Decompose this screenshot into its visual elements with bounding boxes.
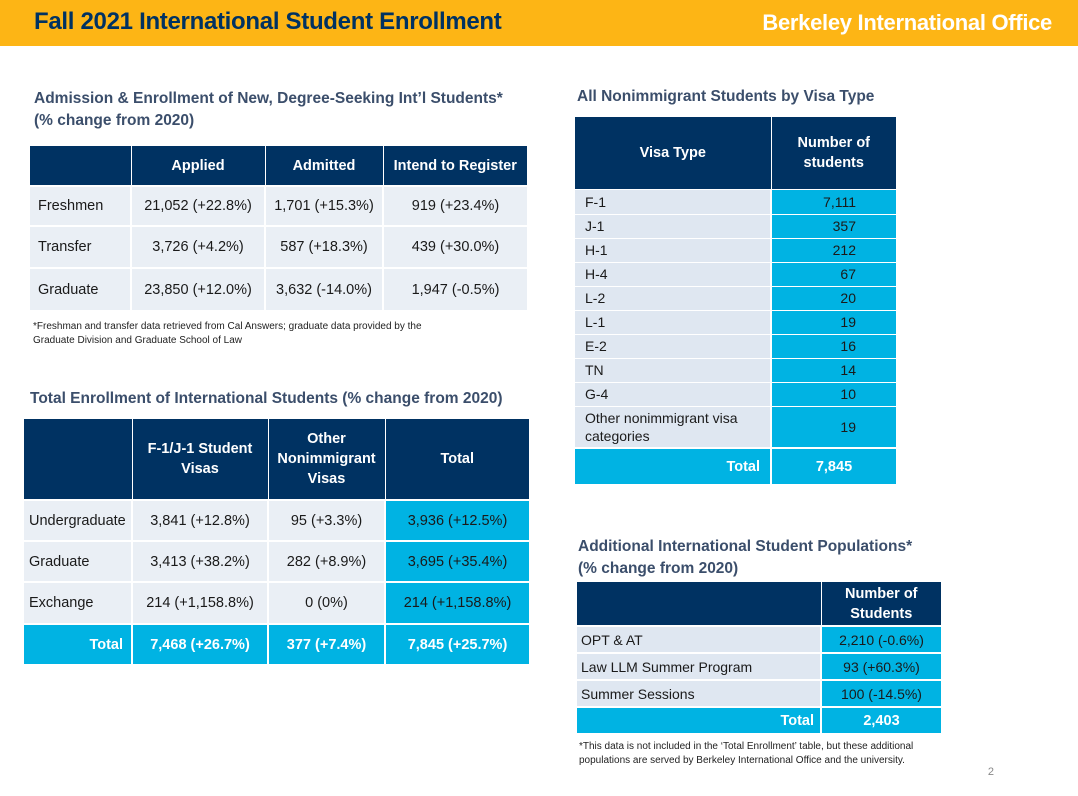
additional-section-title — [578, 536, 912, 580]
cell-intend: 1,947 (-0.5%) — [383, 268, 527, 310]
visa-col-type: Visa Type — [575, 117, 771, 189]
population-label: Law LLM Summer Program — [577, 653, 821, 680]
col-other-line2: Nonimmigrant — [277, 451, 376, 467]
col-f1j1-line2: Visas — [181, 461, 219, 477]
cell-intend: 919 (+23.4%) — [383, 186, 527, 226]
additional-header-row — [577, 582, 941, 626]
visa-count: 19 — [771, 310, 896, 334]
visa-other-line2: categories — [585, 427, 650, 444]
table-row — [575, 262, 896, 286]
additional-title-line2: (% change from 2020) — [578, 560, 739, 577]
table-row — [575, 189, 896, 214]
admission-note-line1: *Freshman and transfer data retrieved from Cal Answers; graduate data provided by the — [33, 321, 422, 332]
visa-count: 19 — [771, 406, 896, 448]
admission-title-line2: (% change from 2020) — [34, 112, 195, 129]
cell-total: 214 (+1,158.8%) — [385, 582, 529, 624]
visa-label: E-2 — [575, 334, 771, 358]
cell-f1j1: 3,841 (+12.8%) — [132, 500, 268, 541]
population-count: 2,210 (-0.6%) — [821, 626, 941, 653]
enrollment-col-total: Total — [385, 419, 529, 500]
visa-label: F-1 — [575, 189, 771, 214]
cell-admitted: 1,701 (+15.3%) — [265, 186, 383, 226]
enrollment-header-row — [24, 419, 529, 500]
visa-label: L-2 — [575, 286, 771, 310]
visa-label: H-1 — [575, 238, 771, 262]
enrollment-total-row — [24, 624, 529, 664]
table-row — [575, 406, 896, 448]
visa-col-number-line2: students — [803, 154, 864, 171]
admission-col-blank — [30, 145, 131, 186]
row-label: Exchange — [24, 582, 132, 624]
table-row — [577, 653, 941, 680]
admission-header-row — [30, 145, 527, 186]
visa-total-value: 7,845 — [771, 448, 896, 484]
visa-label: TN — [575, 358, 771, 382]
enrollment-col-other — [268, 419, 385, 500]
additional-note-line1: *This data is not included in the ‘Total Enrollment’ table, but these additional — [579, 741, 914, 752]
visa-header-row — [575, 117, 896, 189]
additional-col-number — [821, 582, 941, 626]
visa-label: J-1 — [575, 214, 771, 238]
additional-col-number-line2: Students — [850, 605, 913, 622]
col-other-line3: Visas — [307, 471, 346, 487]
table-row — [575, 310, 896, 334]
row-label: Freshmen — [30, 186, 131, 226]
admission-col-intend: Intend to Register — [383, 145, 527, 186]
total-other: 377 (+7.4%) — [268, 624, 385, 664]
additional-footnote — [579, 740, 913, 768]
cell-other: 282 (+8.9%) — [268, 541, 385, 582]
row-label: Graduate — [24, 541, 132, 582]
cell-admitted: 587 (+18.3%) — [265, 226, 383, 268]
table-row — [30, 268, 527, 310]
additional-total-row — [577, 707, 941, 733]
visa-table — [575, 117, 896, 484]
cell-applied: 3,726 (+4.2%) — [131, 226, 265, 268]
visa-count: 212 — [771, 238, 896, 262]
visa-label: H-4 — [575, 262, 771, 286]
visa-other-line1: Other nonimmigrant visa — [585, 409, 738, 426]
visa-total-row — [575, 448, 896, 484]
cell-intend: 439 (+30.0%) — [383, 226, 527, 268]
cell-applied: 23,850 (+12.0%) — [131, 268, 265, 310]
admission-footnote — [33, 320, 422, 348]
additional-col-blank — [577, 582, 821, 626]
total-all: 7,845 (+25.7%) — [385, 624, 529, 664]
table-row — [575, 382, 896, 406]
cell-f1j1: 214 (+1,158.8%) — [132, 582, 268, 624]
table-row — [575, 286, 896, 310]
additional-table — [577, 582, 941, 733]
cell-f1j1: 3,413 (+38.2%) — [132, 541, 268, 582]
enrollment-col-blank — [24, 419, 132, 500]
admission-table — [30, 144, 527, 310]
admission-col-applied: Applied — [131, 145, 265, 186]
table-row — [575, 358, 896, 382]
visa-label: G-4 — [575, 382, 771, 406]
cell-admitted: 3,632 (-14.0%) — [265, 268, 383, 310]
visa-count: 7,111 — [771, 189, 896, 214]
visa-col-number — [771, 117, 896, 189]
admission-col-admitted: Admitted — [265, 145, 383, 186]
population-count: 100 (-14.5%) — [821, 680, 941, 707]
table-row — [575, 238, 896, 262]
page-title: Fall 2021 International Student Enrollment — [34, 8, 502, 35]
additional-total-label: Total — [577, 707, 821, 733]
admission-section-title — [34, 88, 503, 132]
cell-applied: 21,052 (+22.8%) — [131, 186, 265, 226]
col-f1j1-line1: F-1/J-1 Student — [147, 441, 253, 457]
additional-title-line1: Additional International Student Populations* — [578, 538, 913, 555]
enrollment-table — [24, 419, 529, 664]
additional-col-number-line1: Number of — [845, 585, 918, 602]
table-row — [30, 226, 527, 268]
table-row — [577, 626, 941, 653]
enrollment-section-title: Total Enrollment of International Students (% change from 2020) — [30, 390, 503, 407]
row-label: Graduate — [30, 268, 131, 310]
visa-label: L-1 — [575, 310, 771, 334]
visa-total-label: Total — [575, 448, 771, 484]
col-other-line1: Other — [307, 431, 346, 447]
admission-title-line1: Admission & Enrollment of New, Degree-Seeking Int’l Students* — [34, 90, 503, 107]
brand-logo-text: Berkeley International Office — [762, 10, 1052, 35]
page-number: 2 — [987, 766, 994, 778]
header-bar — [0, 0, 1078, 46]
visa-count: 357 — [771, 214, 896, 238]
visa-count: 10 — [771, 382, 896, 406]
visa-count: 16 — [771, 334, 896, 358]
table-row — [575, 334, 896, 358]
cell-other: 0 (0%) — [268, 582, 385, 624]
cell-other: 95 (+3.3%) — [268, 500, 385, 541]
visa-section-title: All Nonimmigrant Students by Visa Type — [577, 88, 875, 105]
table-row — [24, 541, 529, 582]
visa-count: 14 — [771, 358, 896, 382]
population-label: Summer Sessions — [577, 680, 821, 707]
visa-count: 67 — [771, 262, 896, 286]
table-row — [24, 582, 529, 624]
table-row — [24, 500, 529, 541]
population-label: OPT & AT — [577, 626, 821, 653]
visa-col-number-line1: Number of — [797, 134, 870, 151]
population-count: 93 (+60.3%) — [821, 653, 941, 680]
row-label: Undergraduate — [24, 500, 132, 541]
total-f1j1: 7,468 (+26.7%) — [132, 624, 268, 664]
table-row — [575, 214, 896, 238]
enrollment-col-f1j1 — [132, 419, 268, 500]
total-label: Total — [24, 624, 132, 664]
additional-total-value: 2,403 — [821, 707, 941, 733]
cell-total: 3,936 (+12.5%) — [385, 500, 529, 541]
visa-label-other — [575, 406, 771, 448]
visa-count: 20 — [771, 286, 896, 310]
additional-note-line2: populations are served by Berkeley International Office and the university. — [579, 755, 905, 766]
table-row — [30, 186, 527, 226]
row-label: Transfer — [30, 226, 131, 268]
admission-note-line2: Graduate Division and Graduate School of Law — [33, 335, 243, 346]
cell-total: 3,695 (+35.4%) — [385, 541, 529, 582]
table-row — [577, 680, 941, 707]
